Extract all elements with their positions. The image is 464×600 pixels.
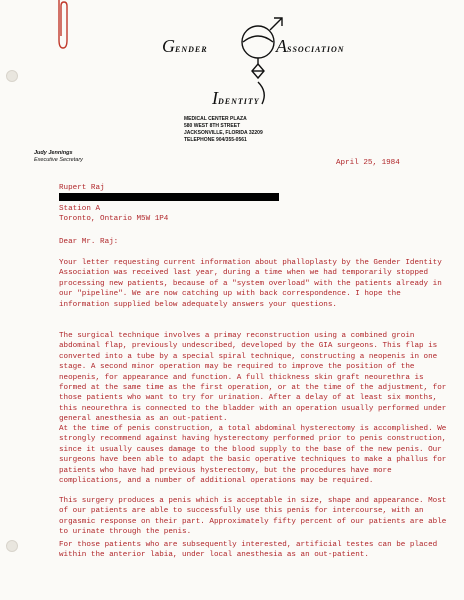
- salutation: Dear Mr. Raj:: [59, 238, 119, 246]
- signatory-title: Executive Secretary: [34, 157, 83, 163]
- gender-identity-association-logo: [158, 0, 358, 112]
- body-paragraph: At the time of penis construction, a total abdominal hysterectomy is accomplished. We strongly recommend against having hysterectomy performed prior to penis construction, since it usually causes damage to the blood supply to the base of the new penis. Our surgeons have been able to adapt the basic operative techniques to make a phallus for patients who have had previous hysterectomy, but the procedures have more complications, and a number of additional operations may be required.: [59, 425, 447, 486]
- punch-hole-decoration: [6, 70, 18, 82]
- address-line: 580 WEST 8TH STREET: [184, 123, 241, 129]
- body-paragraph: Your letter requesting current information about phalloplasty by the Gender Identity Association was received last year, during a time when we had temporarily stopped processing new patients, because of a "system overload" with the patients already in our "pipeline". We are now catching up with back correspondence. I hope the information supplied below adequately answers your questions.: [59, 259, 442, 309]
- address-line: MEDICAL CENTER PLAZA: [184, 116, 247, 122]
- body-paragraph: For those patients who are subsequently interested, artificial testes can be placed within the anterior labia, under local anesthesia as an out-patient.: [59, 541, 438, 560]
- recipient-address: [59, 183, 279, 225]
- recipient-line: Station A: [59, 204, 101, 213]
- body-paragraph: The surgical technique involves a primay reconstruction using a combined groin abdominal flap, previously undescribed, developed by the GIA surgeons. This flap is converted into a tube by a special spiral technique, constructing a neopenis in one stage. A second minor operation may be required to improve the position of the neopenis, for appearance and function. A full thickness skin graft neourethra is formed at the same time as the first operation, or at the time of the adjustment, for those patients who want to try for urination. After a delay of at least six months, this neourethra is connected to the bladder with an operation usually performed under general anesthesia as an out-patient.: [59, 332, 447, 424]
- signatory-block: [34, 150, 83, 164]
- address-line: JACKSONVILLE, FLORIDA 32209: [184, 130, 263, 136]
- recipient-name: Rupert Raj: [59, 184, 105, 192]
- paper-clip-icon: [54, 0, 70, 52]
- redaction-bar: [59, 193, 279, 201]
- logo-association-word: ASSOCIATION: [276, 36, 345, 56]
- logo-identity-word: IDENTITY: [212, 88, 260, 108]
- logo-gender-word: GENDER: [162, 36, 208, 56]
- address-line: TELEPHONE 904/355-0561: [184, 137, 247, 143]
- body-paragraph: This surgery produces a penis which is acceptable in size, shape and appearance. Most of our patients are able to successfully use this penis for intercourse, with an orgasmic response on their part. Approximately fifty percent of our patients are able to urinate through the penis.: [59, 497, 447, 537]
- redacted-line: [59, 193, 279, 203]
- recipient-line: Toronto, Ontario M5W 1P4: [59, 215, 169, 224]
- letter-date: April 25, 1984: [336, 159, 400, 167]
- letterhead-address: [184, 116, 304, 144]
- signatory-name: Judy Jennings: [34, 150, 73, 156]
- punch-hole-decoration: [6, 540, 18, 552]
